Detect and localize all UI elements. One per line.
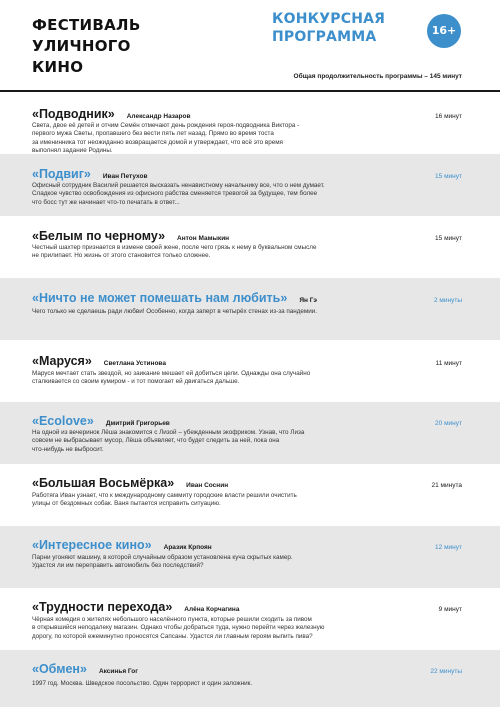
film-description-line: улицы от бездомных собак. Ваня пытается исправить ситуацию. (32, 500, 221, 508)
film-description-line: На одной из вечеринок Лёша знакомится с Лизой – убежденным экофриком. Узнав, что Лиза (32, 429, 305, 436)
film-title: «Трудности перехода» (32, 600, 173, 614)
film-header (32, 662, 462, 676)
film-duration: 22 минуты (430, 668, 462, 675)
film-entry (0, 402, 500, 464)
film-director: Алёна Корчагина (184, 606, 240, 613)
film-director: Светлана Устинова (103, 360, 166, 367)
film-description-line: дорогу, по которой ежеминутно проносятся Сапсаны. Удастся ли главным героям выпить пива? (32, 632, 313, 640)
film-description-line: первого мужа Светы, пропавшего без вести пять лет назад. Прямо во время тоста (32, 130, 274, 138)
film-title: «Белым по черному» (32, 229, 166, 243)
film-duration: 21 минута (431, 482, 462, 489)
film-director: Ян Гэ (299, 297, 317, 304)
film-description-line: Работяга Иван узнает, что к международному саммиту городские власти решили очистить (32, 492, 297, 499)
film-director: Антон Мамыкин (177, 235, 230, 242)
film-description-line: совсем не выбрасывает мусор, Лёша объявляет, что будет следить за ней, пока она (32, 437, 280, 445)
film-description (32, 554, 293, 571)
film-duration: 9 минут (438, 606, 462, 613)
film-duration: 16 минут (435, 113, 462, 120)
film-entry (0, 588, 500, 650)
film-description-line: Света, двое её детей и отчим Семён отмечают день рождения героя-подводника Виктора - (32, 122, 300, 129)
film-title: «Большая Восьмёрка» (32, 476, 175, 490)
film-entry (0, 526, 500, 588)
film-duration: 20 минут (435, 420, 462, 427)
film-director: Иван Соснин (186, 482, 229, 489)
film-entry (0, 650, 500, 707)
film-director: Иван Петухов (102, 173, 148, 180)
film-description (32, 616, 324, 641)
film-description-line: 1997 год. Москва. Шведское посольство. Один террорист и один заложник. (32, 680, 253, 687)
film-director: Дмитрий Григорьев (105, 420, 170, 427)
film-description (32, 122, 299, 154)
film-description (32, 308, 317, 316)
film-duration: 11 минут (435, 360, 462, 367)
film-description-line: Удастся ли им переправить автомобиль без последствий? (32, 562, 204, 570)
film-description-line: выполнял задание Родины. (32, 146, 113, 154)
film-duration: 2 минуты (433, 297, 462, 304)
film-entry (0, 92, 500, 154)
film-description-line: Офисный сотрудник Василий решается высказать ненавистному начальнику все, что о нем думает. (32, 182, 325, 189)
film-title: «Подводник» (32, 107, 115, 121)
header (0, 0, 500, 92)
film-title: «Маруся» (32, 354, 92, 368)
film-description-line: Парни угоняют машину, в которой случайным образом установлена куча скрытых камер. (32, 554, 293, 561)
film-description-line: не прилипает. Но жизнь от этого становится только сложнее. (32, 252, 211, 260)
film-director: Аксинья Гог (98, 668, 138, 675)
film-header (32, 107, 462, 121)
film-duration: 12 минут (435, 544, 462, 551)
film-header (32, 167, 462, 181)
film-header (32, 414, 462, 428)
film-entry (0, 216, 500, 278)
film-description-line: Честный шахтер признается в измене своей жене, после чего грязь к нему в буквальном смысле (32, 244, 317, 251)
film-description-line: Сладкое чувство освобождения из офисного рабства сменяется тревогой за будущее, тем более (32, 190, 318, 198)
film-description-line: Чего только не сделаешь ради любви! Особенно, когда заперт в четырёх стенах из-за пандемии. (32, 308, 318, 315)
film-title: «Обмен» (32, 662, 87, 676)
film-description (32, 182, 325, 207)
film-header (32, 538, 462, 552)
film-header (32, 476, 462, 490)
film-description-line: Маруся мечтает стать звездой, но заикание мешает ей добиться цели. Однажды она случайно (32, 370, 311, 377)
film-description (32, 429, 304, 454)
film-entry (0, 278, 500, 340)
film-header (32, 600, 462, 614)
festival-title: ФЕСТИВАЛЬ УЛИЧНОГО КИНО (32, 16, 141, 76)
film-description (32, 370, 310, 387)
film-header (32, 229, 462, 243)
film-description-line: за именинника тот неожиданно возвращается домой и утверждает, что всё это время (32, 138, 283, 146)
contest-program-title: КОНКУРСНАЯ ПРОГРАММА (272, 11, 386, 45)
film-description-line: в открывшийся неподалеку магазин. Однако чтобы добраться туда, нужно перейти через железную (32, 624, 325, 632)
film-entry (0, 340, 500, 402)
film-description-line: что босс тут же начинает что-то печатать в ответ... (32, 198, 180, 206)
film-title: «Ничто не может помешать нам любить» (32, 291, 288, 305)
film-description (32, 492, 297, 509)
film-entry (0, 154, 500, 216)
film-director: Аразик Крпоян (163, 544, 212, 551)
total-duration: Общая продолжительность программы – 145 минут (293, 73, 462, 80)
film-entry (0, 464, 500, 526)
film-description-line: что-нибудь не выбросит. (32, 445, 104, 453)
film-header (32, 354, 462, 368)
film-list (0, 92, 500, 707)
film-duration: 15 минут (435, 173, 462, 180)
film-description (32, 244, 316, 261)
film-header (32, 291, 462, 305)
film-title: «Подвиг» (32, 167, 91, 181)
age-rating-badge: 16+ (427, 14, 461, 48)
film-description-line: сталкивается со своим кумиром - и тот помогает ей двигаться дальше. (32, 378, 240, 386)
film-title: «Ecolove» (32, 414, 94, 428)
film-description (32, 680, 252, 688)
film-duration: 15 минут (435, 235, 462, 242)
film-title: «Интересное кино» (32, 538, 152, 552)
film-director: Александр Назаров (126, 113, 191, 120)
film-description-line: Чёрная комедия о жителях небольшого населённого пункта, которые решили сходить за пивом (32, 616, 312, 623)
